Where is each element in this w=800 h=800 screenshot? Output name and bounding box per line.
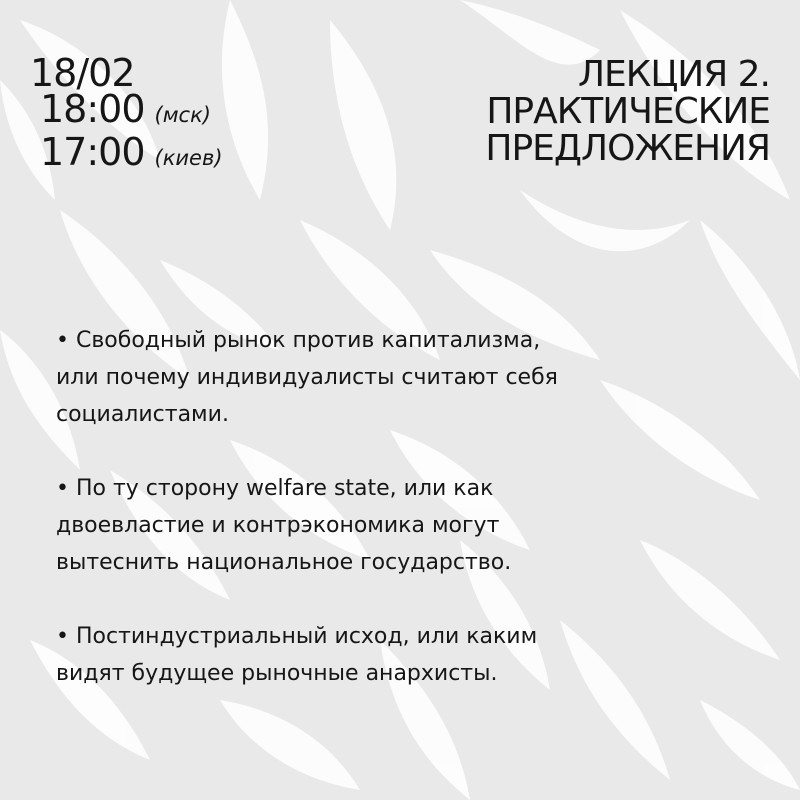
topic-line: • Постиндустриальный исход, или каким bbox=[56, 624, 538, 649]
time-msk-note: (мск) bbox=[154, 103, 211, 127]
time-kyiv bbox=[40, 130, 223, 177]
topic-line: двоевластие и контрэкономика могут bbox=[56, 513, 500, 538]
topic-item bbox=[56, 322, 616, 433]
topics-list bbox=[56, 322, 616, 729]
topic-item bbox=[56, 470, 616, 581]
schedule-block bbox=[30, 51, 223, 177]
topic-line: или почему индивидуалисты считают себя bbox=[56, 365, 558, 390]
time-kyiv-note: (киев) bbox=[154, 146, 223, 170]
topic-line: • Свободный рынок против капитализма, bbox=[56, 328, 541, 353]
topic-line: социалистами. bbox=[56, 402, 229, 427]
title-line: ПРАКТИЧЕСКИЕ bbox=[486, 91, 770, 132]
time-kyiv-value: 17:00 bbox=[40, 130, 145, 174]
time-msk bbox=[40, 87, 223, 134]
lecture-date: 18/02 bbox=[30, 51, 135, 95]
topic-line: вытеснить национальное государство. bbox=[56, 550, 512, 575]
time-msk-value: 18:00 bbox=[40, 87, 145, 131]
lecture-title bbox=[485, 56, 770, 167]
topic-line: видят будущее рыночные анархисты. bbox=[56, 661, 498, 686]
topic-line: • По ту сторону welfare state, или как bbox=[56, 476, 494, 501]
topic-item bbox=[56, 618, 616, 692]
title-line: ПРЕДЛОЖЕНИЯ bbox=[485, 128, 770, 169]
title-line: ЛЕКЦИЯ 2. bbox=[577, 54, 770, 95]
